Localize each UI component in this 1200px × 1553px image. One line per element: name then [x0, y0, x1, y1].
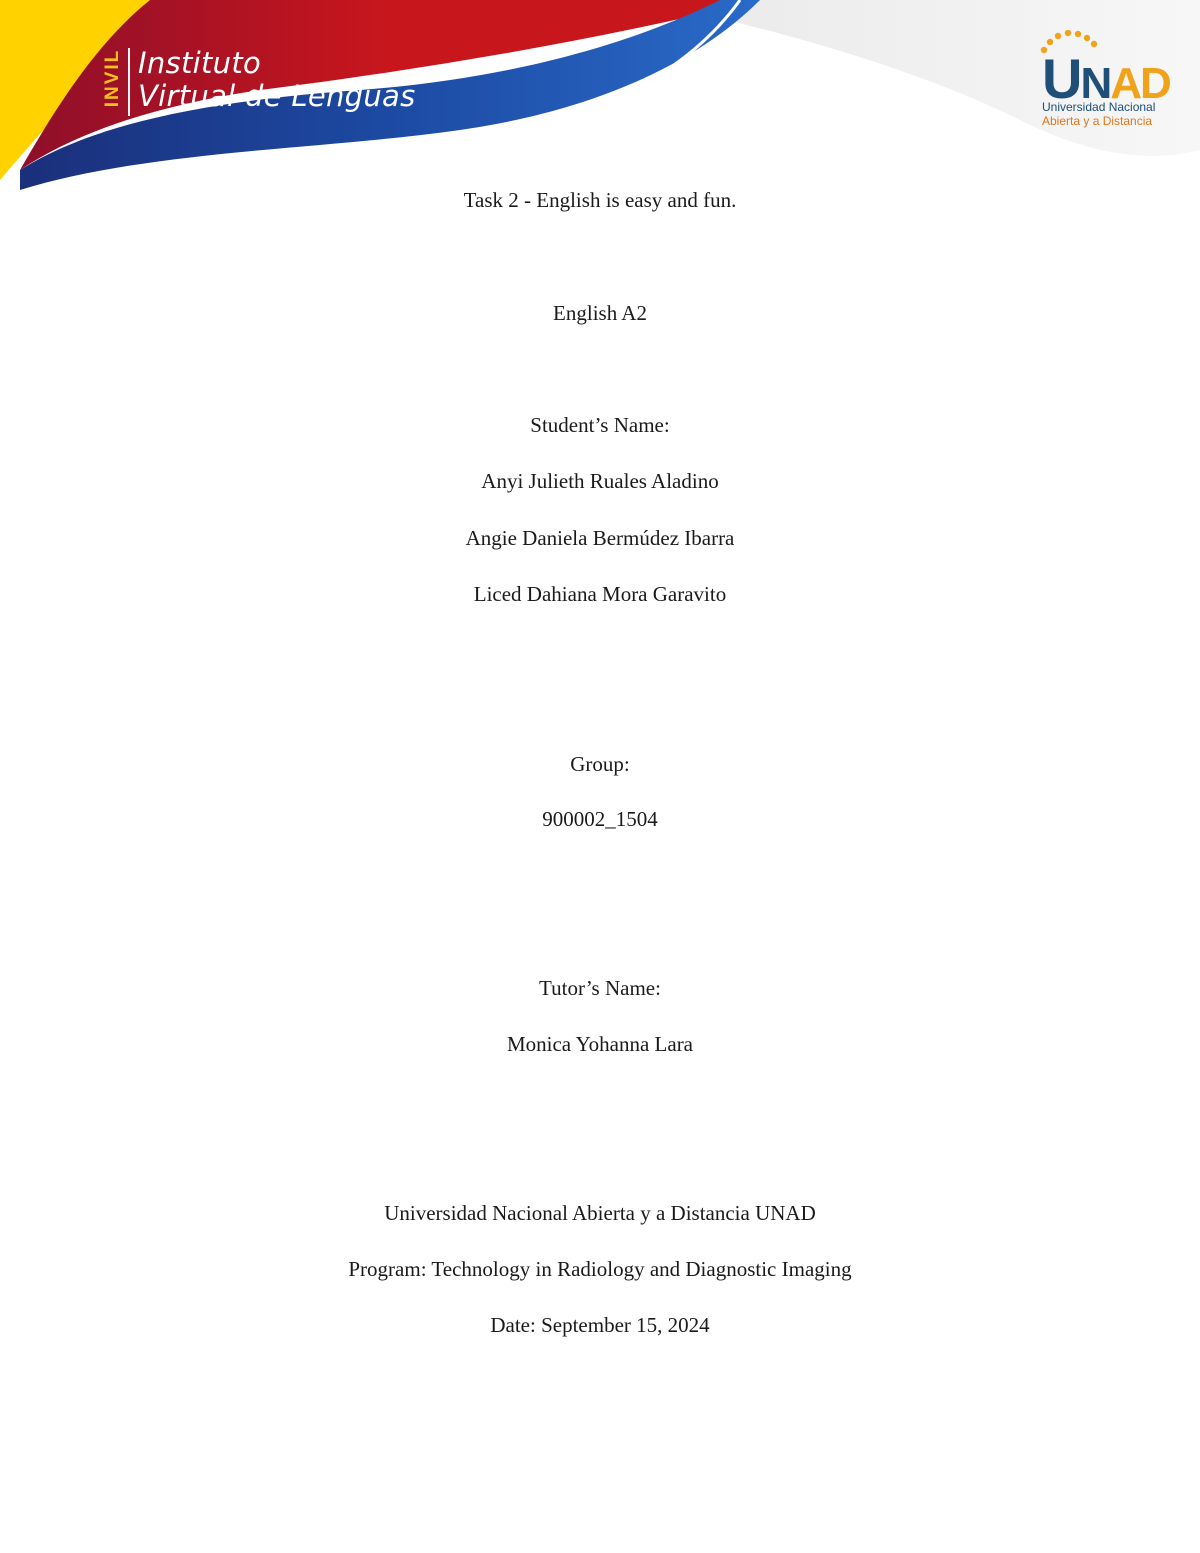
student-name: Anyi Julieth Ruales Aladino	[481, 469, 719, 493]
unad-subtitle-line2: Abierta y a Distancia	[1042, 114, 1153, 128]
unad-letter-u: U	[1042, 47, 1081, 110]
document-title: Task 2 - English is easy and fun.	[463, 188, 737, 212]
group-label: Group:	[570, 752, 630, 776]
unad-letters-ad: AD	[1110, 59, 1170, 108]
unad-subtitle-line1: Universidad Nacional	[1042, 100, 1156, 114]
invil-logo	[102, 44, 422, 124]
unad-logo	[1036, 30, 1170, 130]
submission-date: Date: September 15, 2024	[490, 1313, 710, 1337]
unad-letter-n: N	[1080, 59, 1111, 108]
university-name: Universidad Nacional Abierta y a Distancia UNAD	[384, 1201, 816, 1225]
invil-title-line2: Virtual de Lenguas	[138, 79, 416, 113]
course-name: English A2	[553, 301, 647, 325]
tutor-label: Tutor’s Name:	[539, 976, 661, 1000]
tutor-name: Monica Yohanna Lara	[506, 1032, 694, 1056]
invil-title-line1: Instituto	[138, 46, 262, 80]
students-label: Student’s Name:	[530, 413, 670, 437]
invil-divider	[128, 48, 130, 116]
invil-vertical-text: INVIL	[102, 48, 123, 108]
student-name: Liced Dahiana Mora Garavito	[473, 582, 727, 606]
student-name: Angie Daniela Bermúdez Ibarra	[465, 526, 735, 550]
group-value: 900002_1504	[542, 807, 658, 831]
program-name: Program: Technology in Radiology and Diagnostic Imaging	[348, 1257, 852, 1281]
